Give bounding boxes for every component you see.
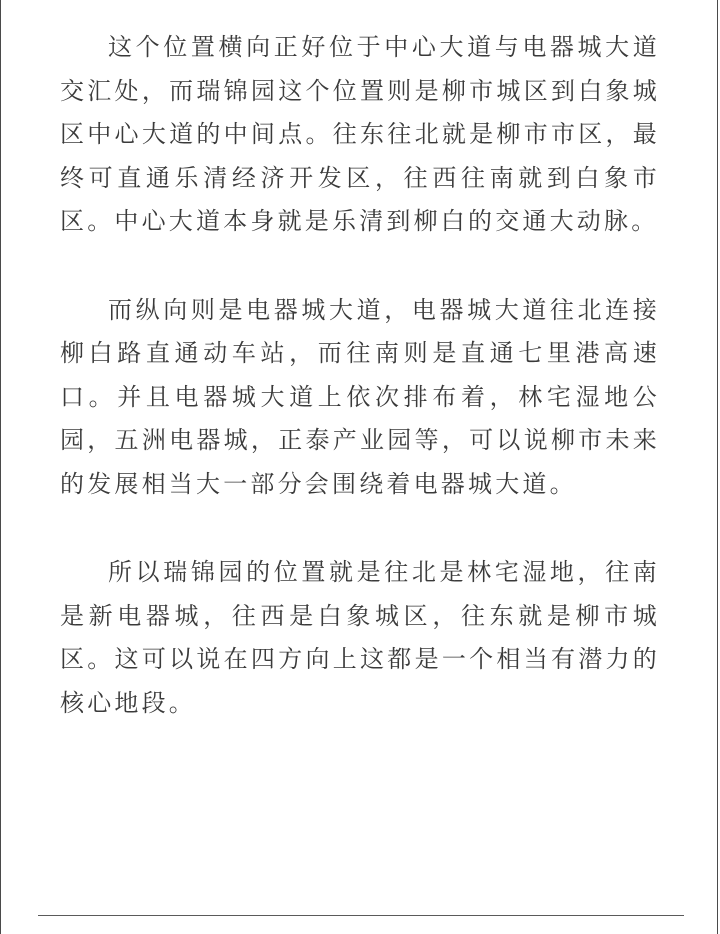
- paragraph-appliance-city-avenue: 而纵向则是电器城大道，电器城大道往北连接柳白路直通动车站，而往南则是直通七里港高速口。并且电器城大道上依次排布着，林宅湿地公园，五洲电器城，正泰产业园等，可以说柳市未来的发展相当大一部分会围绕着电器城大道。: [60, 295, 660, 498]
- article-body: [60, 26, 660, 725]
- paragraph-location-crossroads: 这个位置横向正好位于中心大道与电器城大道交汇处，而瑞锦园这个位置则是柳市城区到白象城区中心大道的中间点。往东往北就是柳市市区，最终可直通乐清经济开发区，往西往南就到白象市区。中心大道本身就是乐清到柳白的交通大动脉。: [60, 33, 660, 235]
- paragraph-four-directions: 所以瑞锦园的位置就是往北是林宅湿地，往南是新电器城，往西是白象城区，往东就是柳市城区。这可以说在四方向上这都是一个相当有潜力的核心地段。: [60, 558, 660, 717]
- bottom-divider: [38, 915, 684, 916]
